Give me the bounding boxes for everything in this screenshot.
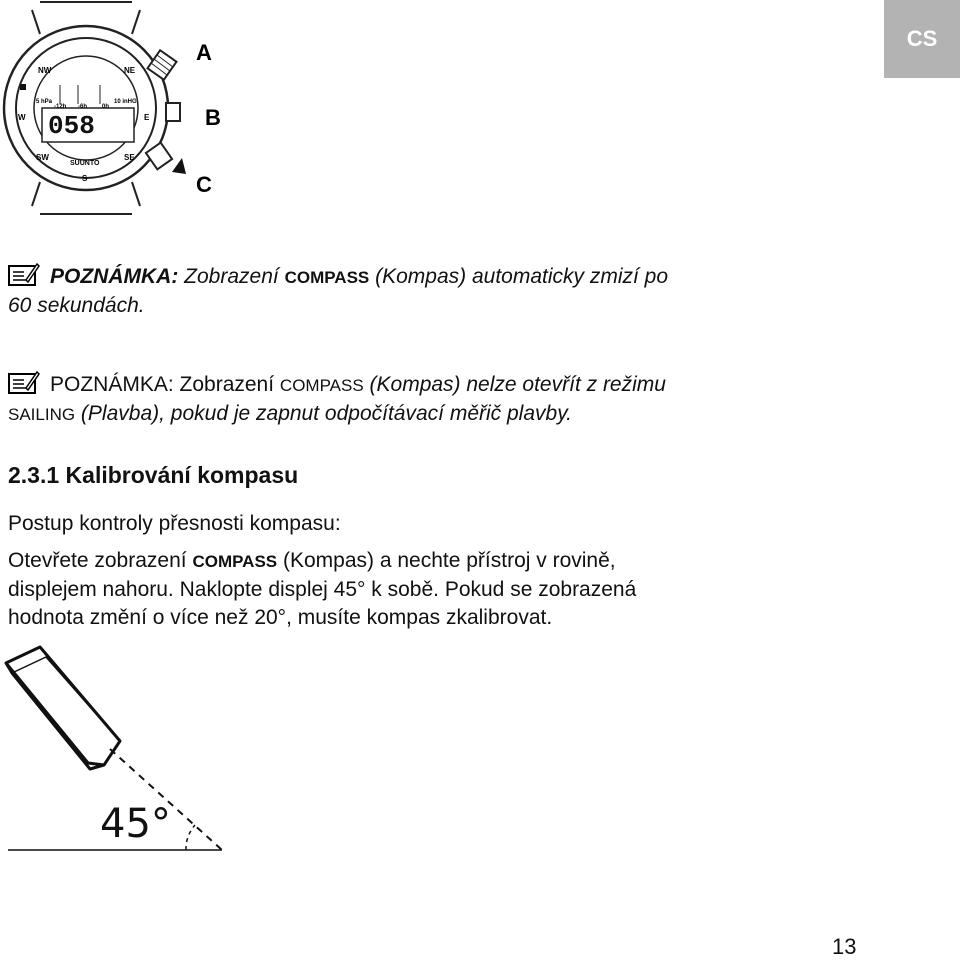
note-text: Zobrazení — [173, 373, 280, 396]
bezel-ne: NE — [124, 66, 136, 75]
note-label: POZNÁMKA: — [50, 373, 174, 396]
note-text: (Kompas) automaticky zmizí po — [369, 265, 669, 288]
note-1 — [8, 262, 908, 320]
mode-name: COMPASS — [279, 376, 364, 395]
note-icon — [8, 262, 40, 286]
note-2 — [8, 370, 908, 429]
language-tab: CS — [884, 0, 960, 78]
button-label-a: A — [196, 40, 212, 65]
note-text: (Kompas) nelze otevřít z režimu — [363, 373, 666, 396]
bezel-sw: SW — [36, 153, 49, 162]
mode-name: SAILING — [8, 405, 76, 424]
section-heading: 2.3.1 Kalibrování kompasu — [8, 462, 299, 488]
para-text: (Kompas) a nechte přístroj v rovině, — [277, 549, 616, 572]
para-text: hodnota změní o více než 20°, musíte kompas zkalibrovat. — [8, 606, 553, 629]
para-text: Otevřete zobrazení — [8, 549, 193, 572]
intro-text: Postup kontroly přesnosti kompasu: — [8, 512, 341, 535]
mode-name: COMPASS — [192, 552, 278, 571]
bezel-w: W — [18, 113, 26, 122]
dial-label: 10 inHG — [114, 99, 137, 105]
angle-label: 45° — [100, 801, 171, 847]
brand-logo: SUUNTO — [70, 160, 100, 167]
bezel-e: E — [144, 113, 150, 122]
mode-name: COMPASS — [284, 268, 370, 287]
button-label-b: B — [205, 105, 221, 130]
dial-label: -6h — [78, 104, 87, 110]
instructions-paragraph — [8, 547, 928, 632]
note-text: Zobrazení — [178, 265, 285, 288]
dial-label: 0h — [102, 104, 110, 110]
page-number: 13 — [832, 934, 857, 959]
note-icon — [8, 370, 40, 394]
bezel-se: SE — [124, 153, 135, 162]
display-value: 058 — [48, 111, 95, 141]
tilt-illustration — [0, 645, 240, 860]
dial-label: -12h — [54, 104, 67, 110]
note-label: POZNÁMKA: — [50, 265, 179, 288]
note-text: (Plavba), pokud je zapnut odpočítávací měřič plavby. — [75, 402, 572, 425]
para-text: displejem nahoru. Naklopte displej 45° k sobě. Pokud se zobrazená — [8, 578, 637, 601]
bezel-nw: NW — [38, 66, 52, 75]
note-text: 60 sekundách. — [8, 294, 145, 317]
bezel-s: S — [82, 174, 88, 183]
dial-label: 5 hPa — [36, 99, 53, 105]
watch-illustration — [0, 0, 200, 215]
button-label-c: C — [196, 172, 212, 197]
